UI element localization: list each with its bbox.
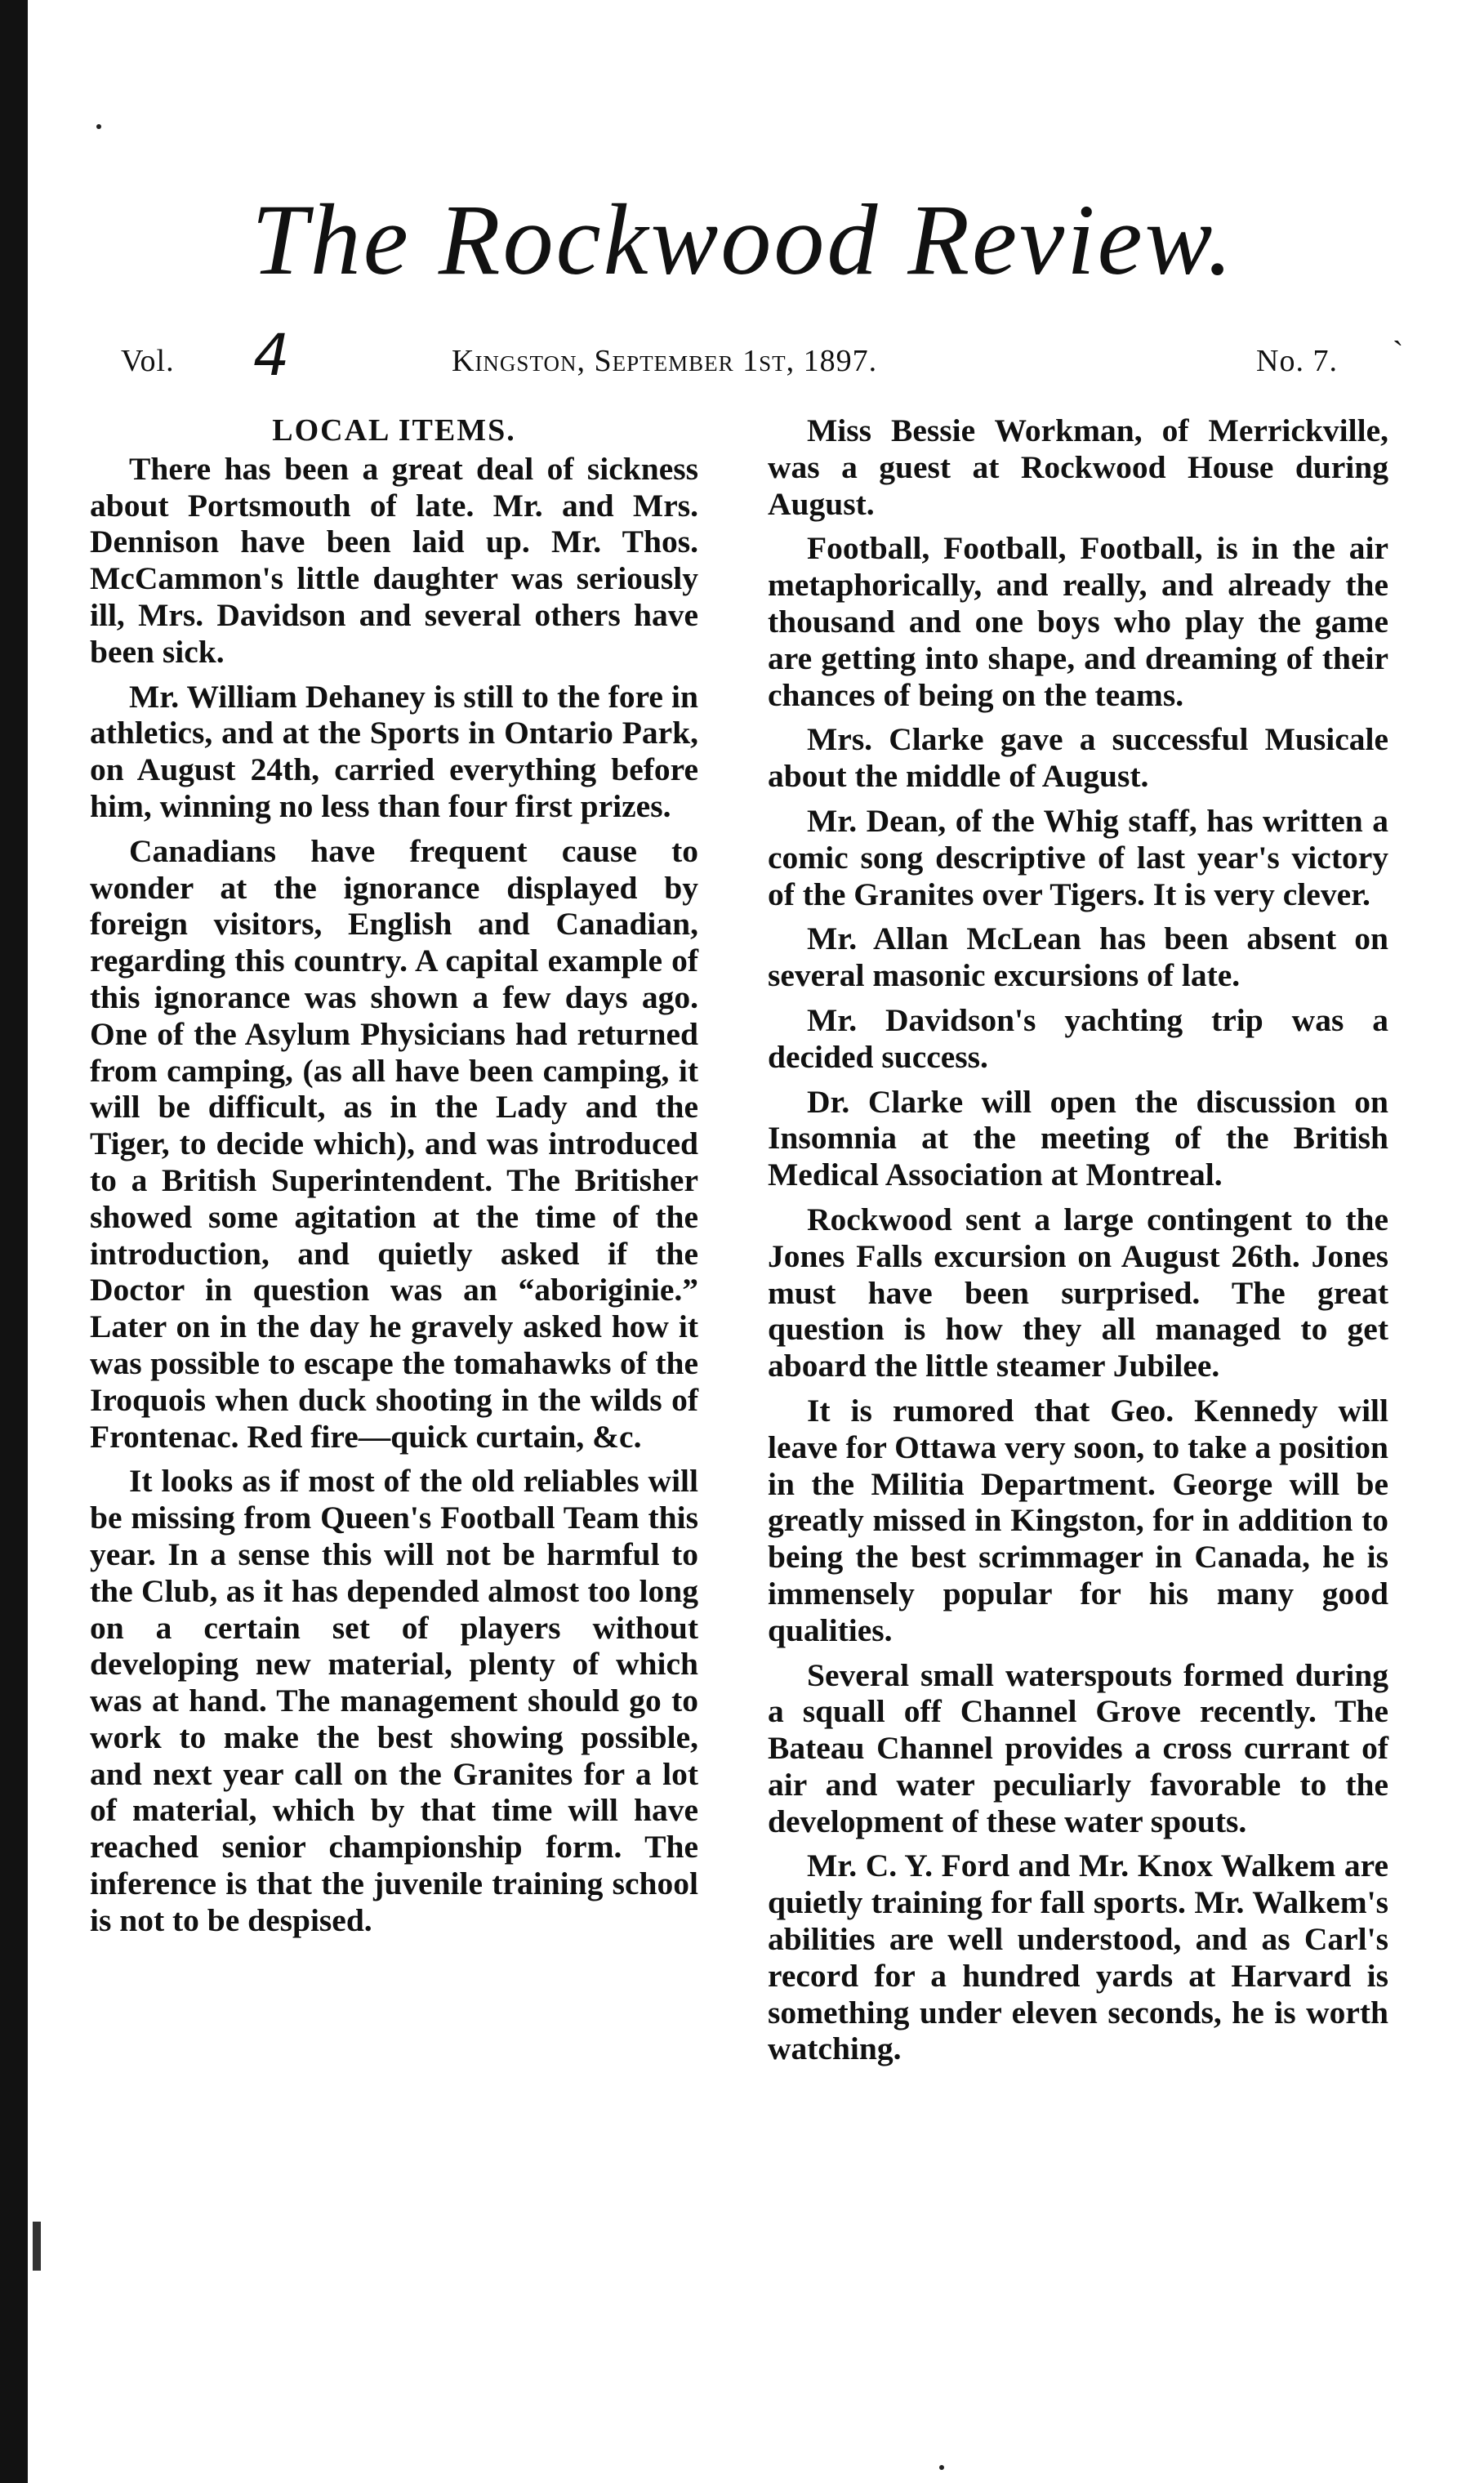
section-heading: LOCAL ITEMS.	[272, 413, 516, 448]
news-item: Mr. Dean, of the Whig staff, has written a comic song descriptive of last year's victory of the Granites over Tigers. It is very clever.	[768, 802, 1388, 912]
issue-number: No. 7.	[1256, 344, 1338, 378]
volume-label: Vol.	[121, 344, 175, 378]
news-item: Mr. William Dehaney is still to the fore in athletics, and at the Sports in Ontario Park, on August 24th, carried everything before him, winning no less than four first prizes.	[90, 678, 698, 824]
news-item: Mrs. Clarke gave a successful Musicale about the middle of August.	[768, 721, 1388, 795]
masthead-title: The Rockwood Review.	[251, 184, 1236, 296]
place-and-date: Kingston, September 1st, 1897.	[452, 344, 878, 378]
news-item: Dr. Clarke will open the discussion on Insomnia at the meeting of the British Medical Association at Montreal.	[768, 1083, 1388, 1193]
news-item: There has been a great deal of sickness about Portsmouth of late. Mr. and Mrs. Dennison have been laid up. Mr. Thos. McCammon's little daughter was seriously ill, Mrs. Davidson and several others have been sick.	[90, 450, 698, 670]
news-item: Football, Football, Football, is in the air metaphorically, and really, and already the thousand and one boys who play the game are getting into shape, and dreaming of their chances of being on the teams.	[768, 530, 1388, 713]
margin-mark	[33, 2222, 41, 2271]
news-item: Miss Bessie Workman, of Merrickville, was a guest at Rockwood House during August.	[768, 412, 1388, 522]
volume-handwritten-number: 4	[253, 322, 291, 389]
news-item: It is rumored that Geo. Kennedy will leave for Ottawa very soon, to take a position in the Militia Department. George will be greatly missed in Kingston, for in addition to being the best scrimmager in Canada, he is immensely popular for his many good qualities.	[768, 1392, 1388, 1648]
news-item: Mr. C. Y. Ford and Mr. Knox Walkem are quietly training for fall sports. Mr. Walkem's abilities are well understood, and as Carl's record for a hundred yards at Harvard is something under eleven seconds, he is worth watching.	[768, 1848, 1388, 2067]
news-item: Mr. Davidson's yachting trip was a decided success.	[768, 1001, 1388, 1075]
right-column	[768, 412, 1388, 2075]
print-speck	[96, 124, 101, 129]
margin-tick-mark: `	[1393, 334, 1404, 371]
news-item: It looks as if most of the old reliables will be missing from Queen's Football Team this year. In a sense this will not be harmful to the Club, as it has depended almost too long on a certain set of players without developing new material, plenty of which was at hand. The management should go to work to make the best showing possible, and next year call on the Granites for a lot of material, which by that time will have reached senior championship form. The inference is that the juvenile training school is not to be despised.	[90, 1463, 698, 1938]
page-binding-edge	[0, 0, 28, 2483]
news-item: Several small waterspouts formed during a squall off Channel Grove recently. The Bateau Channel provides a cross currant of air and water peculiarly favorable to the development of these water spouts.	[768, 1656, 1388, 1839]
print-speck	[939, 2465, 944, 2470]
news-item: Rockwood sent a large contingent to the Jones Falls excursion on August 26th. Jones must have been surprised. The great question is how they all managed to get aboard the little steamer Jubilee.	[768, 1201, 1388, 1384]
news-item: Canadians have frequent cause to wonder at the ignorance displayed by foreign visitors, English and Canadian, regarding this country. A capital example of this ignorance was shown a few days ago. One of the Asylum Physicians had returned from camping, (as all have been camping, it will be difficult, as in the Lady and the Tiger, to decide which), and was introduced to a British Superintendent. The Britisher showed some agitation at the time of the introduction, and quietly asked if the Doctor in question was an “aboriginie.” Later on in the day he gravely asked how it was possible to escape the tomahawks of the Iroquois when duck shooting in the wilds of Frontenac. Red fire—quick curtain, &c.	[90, 832, 698, 1455]
news-item: Mr. Allan McLean has been absent on several masonic excursions of late.	[768, 921, 1388, 994]
left-column	[90, 412, 698, 1947]
